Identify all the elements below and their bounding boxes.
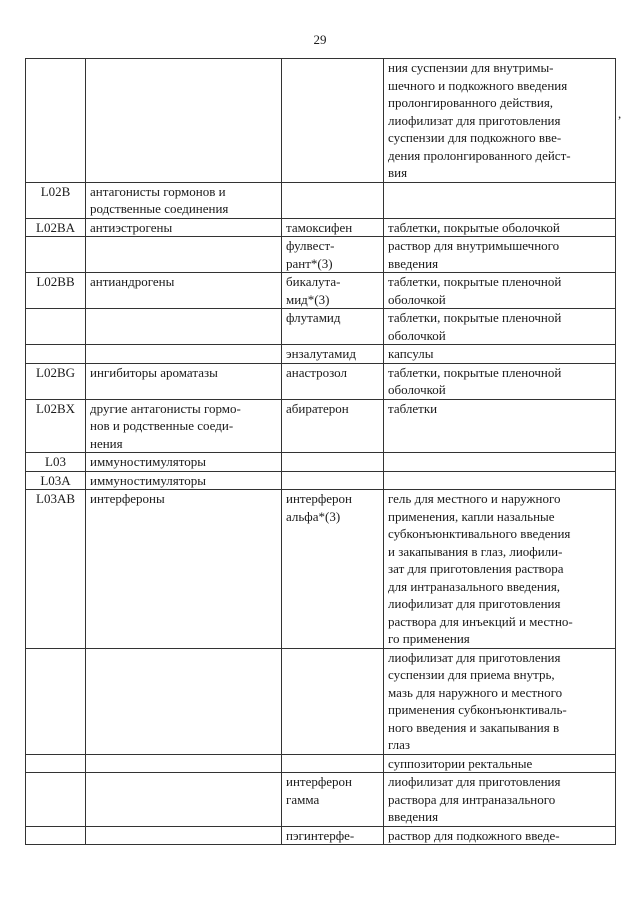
medicine-name-cell	[282, 471, 384, 490]
atc-code-cell-text: L02BG	[36, 364, 75, 380]
dosage-form-cell	[384, 453, 616, 472]
medicine-name-cell-text: абиратерон	[286, 400, 349, 416]
page-number: 29	[313, 32, 327, 47]
medicine-name-cell-text: тамоксифен	[286, 219, 353, 235]
atc-code-cell	[26, 345, 86, 364]
atc-code-cell	[26, 363, 86, 399]
atc-code-cell-text: L02BA	[36, 219, 75, 235]
table-row	[26, 273, 616, 309]
medicine-name-cell-text: анастрозол	[286, 364, 347, 380]
atc-code-cell	[26, 309, 86, 345]
atc-code-cell-text: L02BX	[36, 400, 75, 416]
dosage-form-cell	[384, 237, 616, 273]
medicine-name-cell-text: энзалутамид	[286, 346, 356, 361]
dosage-form-cell-text: таблетки, покрытые пленочной оболочкой	[388, 274, 562, 307]
dosage-form-cell	[384, 182, 616, 218]
dosage-form-cell	[384, 59, 616, 183]
table-row	[26, 773, 616, 827]
medicine-name-cell	[282, 59, 384, 183]
atc-code-cell	[26, 399, 86, 453]
dosage-form-cell	[384, 363, 616, 399]
medicine-name-cell-text: флутамид	[286, 310, 341, 325]
dosage-form-cell	[384, 648, 616, 754]
table-row	[26, 59, 616, 183]
dosage-form-cell-text: таблетки, покрытые пленочной оболочкой	[388, 310, 562, 343]
medicine-name-cell-text: бикалута- мид*(3)	[286, 274, 341, 307]
dosage-form-cell	[384, 773, 616, 827]
dosage-form-cell	[384, 309, 616, 345]
medicine-name-cell	[282, 453, 384, 472]
medicine-name-cell	[282, 363, 384, 399]
margin-mark: ,	[618, 106, 622, 121]
group-name-cell	[86, 182, 282, 218]
dosage-form-cell	[384, 399, 616, 453]
dosage-form-cell	[384, 490, 616, 649]
table-row	[26, 363, 616, 399]
group-name-cell	[86, 309, 282, 345]
table-row	[26, 754, 616, 773]
dosage-form-cell	[384, 754, 616, 773]
dosage-form-cell-text: лиофилизат для приготовления суспензии для приема внутрь, мазь для наружного и местного применения субконъюнктиваль- ного введения и закапывания в глаз	[388, 649, 567, 752]
atc-code-cell	[26, 648, 86, 754]
table-row	[26, 826, 616, 845]
atc-code-cell-text: L03A	[40, 472, 71, 488]
dosage-form-cell-text: таблетки	[388, 400, 438, 416]
dosage-form-cell	[384, 471, 616, 490]
medicine-name-cell	[282, 273, 384, 309]
group-name-cell	[86, 826, 282, 845]
group-name-cell	[86, 218, 282, 237]
table-row	[26, 182, 616, 218]
table-row	[26, 490, 616, 649]
group-name-cell	[86, 773, 282, 827]
atc-code-cell-text: L02B	[40, 183, 71, 199]
table-row	[26, 309, 616, 345]
medicine-name-cell	[282, 754, 384, 773]
atc-code-cell	[26, 237, 86, 273]
group-name-cell	[86, 237, 282, 273]
medicine-name-cell	[282, 309, 384, 345]
medicine-name-cell	[282, 237, 384, 273]
group-name-cell	[86, 471, 282, 490]
medicine-name-cell	[282, 182, 384, 218]
atc-code-cell	[26, 59, 86, 183]
medicine-name-cell-text: фулвест- рант*(3)	[286, 238, 335, 271]
dosage-form-cell	[384, 826, 616, 845]
atc-code-cell	[26, 773, 86, 827]
atc-code-cell-text: L03AB	[36, 491, 75, 506]
atc-code-cell	[26, 826, 86, 845]
drug-table	[25, 58, 616, 845]
group-name-cell-text: антиэстрогены	[90, 219, 173, 235]
medicine-name-cell	[282, 826, 384, 845]
dosage-form-cell-text: раствор для внутримышечного введения	[388, 238, 560, 271]
table-body	[26, 59, 616, 845]
dosage-form-cell-text: лиофилизат для приготовления раствора для интраназального введения	[388, 774, 561, 824]
group-name-cell	[86, 273, 282, 309]
dosage-form-cell	[384, 273, 616, 309]
medicine-name-cell	[282, 399, 384, 453]
dosage-form-cell-text: ния суспензии для внутримы- шечного и подкожного введения пролонгированного действия, лиофилизат для приготовления суспензии для подкожного вве- дения пролонгированного дейст- вия	[388, 60, 571, 180]
medicine-name-cell-text: интерферон альфа*(3)	[286, 491, 353, 524]
group-name-cell	[86, 345, 282, 364]
group-name-cell-text: антиандрогены	[90, 274, 175, 289]
medicine-name-cell-text: интерферон гамма	[286, 774, 353, 807]
group-name-cell	[86, 363, 282, 399]
medicine-name-cell-text: пэгинтерфе-	[286, 827, 355, 843]
dosage-form-cell-text: таблетки, покрытые пленочной оболочкой	[388, 364, 562, 397]
table-row	[26, 345, 616, 364]
group-name-cell-text: антагонисты гормонов и родственные соединения	[90, 183, 229, 216]
group-name-cell-text: другие антагонисты гормо- нов и родственные соеди- нения	[90, 400, 241, 451]
group-name-cell-text: ингибиторы ароматазы	[90, 364, 218, 380]
atc-code-cell-text: L03	[45, 454, 66, 469]
medicine-name-cell	[282, 218, 384, 237]
group-name-cell-text: иммуностимуляторы	[90, 472, 206, 488]
atc-code-cell	[26, 490, 86, 649]
group-name-cell-text: интерфероны	[90, 491, 165, 506]
atc-code-cell	[26, 273, 86, 309]
medicine-name-cell	[282, 773, 384, 827]
atc-code-cell	[26, 218, 86, 237]
group-name-cell	[86, 648, 282, 754]
dosage-form-cell-text: раствор для подкожного введе-	[388, 827, 560, 843]
dosage-form-cell	[384, 218, 616, 237]
medicine-name-cell	[282, 345, 384, 364]
atc-code-cell	[26, 471, 86, 490]
dosage-form-cell-text: таблетки, покрытые оболочкой	[388, 219, 560, 235]
atc-code-cell	[26, 754, 86, 773]
group-name-cell	[86, 399, 282, 453]
atc-code-cell	[26, 453, 86, 472]
atc-code-cell	[26, 182, 86, 218]
medicine-name-cell	[282, 648, 384, 754]
group-name-cell	[86, 490, 282, 649]
table-row	[26, 399, 616, 453]
dosage-form-cell-text: суппозитории ректальные	[388, 755, 533, 771]
table-row	[26, 453, 616, 472]
dosage-form-cell	[384, 345, 616, 364]
group-name-cell	[86, 754, 282, 773]
dosage-form-cell-text: гель для местного и наружного применения, капли назальные субконъюнктивального введения и закапывания в глаз, лиофили- зат для приготовления раствора для интраназального введения, лиофилизат для приготовления раствора для инъекций и местно- го применения	[388, 491, 573, 646]
group-name-cell	[86, 453, 282, 472]
table-row	[26, 648, 616, 754]
table-row	[26, 218, 616, 237]
table-row	[26, 237, 616, 273]
atc-code-cell-text: L02BB	[36, 274, 75, 289]
table-row	[26, 471, 616, 490]
medicine-name-cell	[282, 490, 384, 649]
group-name-cell-text: иммуностимуляторы	[90, 454, 206, 469]
dosage-form-cell-text: капсулы	[388, 346, 434, 361]
group-name-cell	[86, 59, 282, 183]
